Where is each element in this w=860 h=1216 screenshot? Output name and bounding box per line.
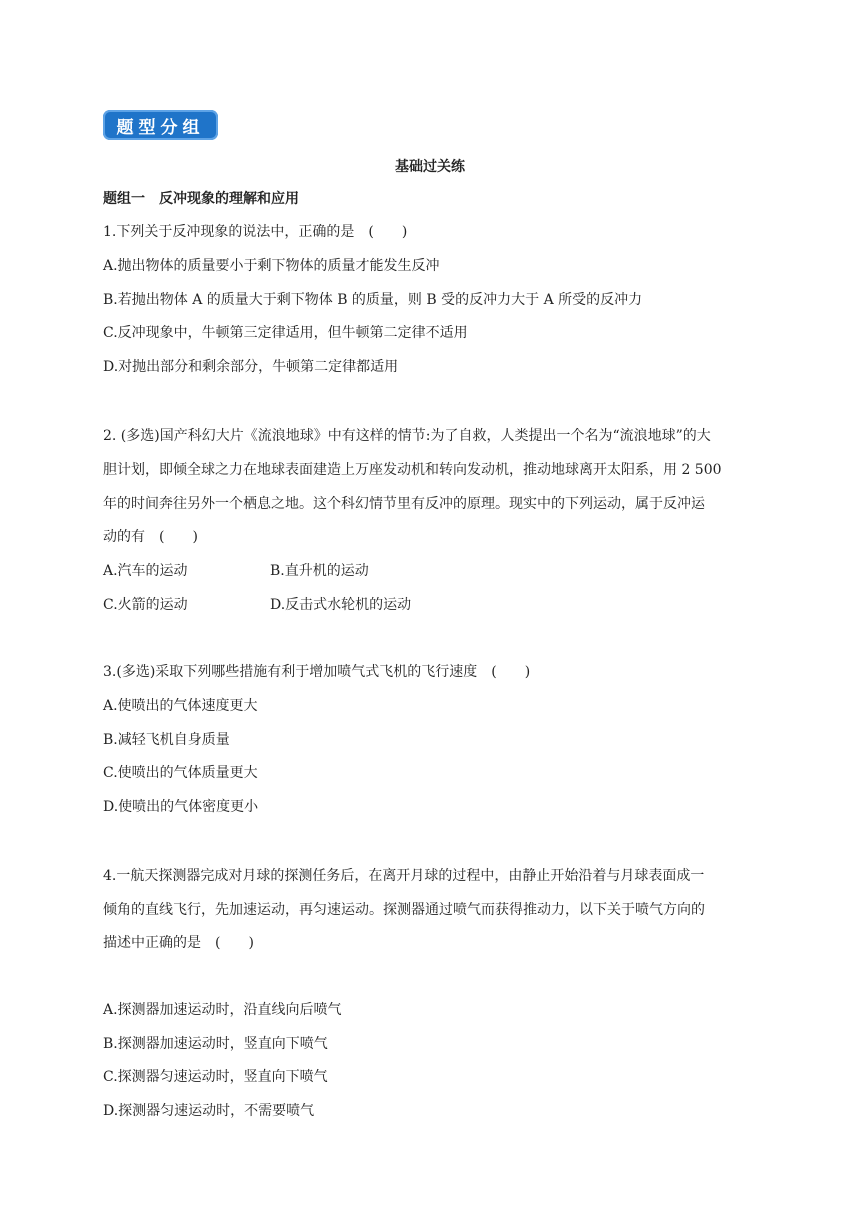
q2-option-a: A.汽车的运动	[103, 563, 188, 579]
q1-option-d: D.对抛出部分和剩余部分，牛顿第二定律都适用	[103, 359, 399, 375]
q4-stem-line3: 描述中正确的是 ( )	[103, 935, 254, 951]
group-heading: 题组一 反冲现象的理解和应用	[103, 191, 299, 207]
q1-option-c: C.反冲现象中，牛顿第三定律适用，但牛顿第二定律不适用	[103, 325, 468, 341]
q4-stem-line1: 4.一航天探测器完成对月球的探测任务后，在离开月球的过程中，由静止开始沿着与月球表面成一	[103, 868, 705, 884]
q1-stem: 1.下列关于反冲现象的说法中，正确的是 ( )	[103, 224, 408, 240]
q2-stem-line1: 2. (多选)国产科幻大片《流浪地球》中有这样的情节:为了自救，人类提出一个名为“流浪地球”的大	[103, 428, 711, 444]
section-tag: 题型分组	[103, 110, 218, 140]
q3-option-b: B.减轻飞机自身质量	[103, 732, 230, 748]
q2-stem-line4: 动的有 ( )	[103, 529, 198, 545]
q4-option-d: D.探测器匀速运动时，不需要喷气	[103, 1103, 315, 1119]
q4-option-b: B.探测器加速运动时，竖直向下喷气	[103, 1036, 328, 1052]
page-title: 基础过关练	[395, 159, 465, 175]
q2-option-d: D.反击式水轮机的运动	[270, 597, 412, 613]
q2-option-b: B.直升机的运动	[270, 563, 369, 579]
q2-stem-line3: 年的时间奔往另外一个栖息之地。这个科幻情节里有反冲的原理。现实中的下列运动，属于反冲运	[103, 496, 705, 512]
q2-stem-line2: 胆计划，即倾全球之力在地球表面建造上万座发动机和转向发动机，推动地球离开太阳系，用 2 500	[103, 462, 722, 478]
q4-option-c: C.探测器匀速运动时，竖直向下喷气	[103, 1069, 328, 1085]
q3-option-a: A.使喷出的气体速度更大	[103, 698, 258, 714]
q3-stem: 3.(多选)采取下列哪些措施有利于增加喷气式飞机的飞行速度 ( )	[103, 664, 531, 680]
q4-option-a: A.探测器加速运动时，沿直线向后喷气	[103, 1002, 342, 1018]
q1-option-b: B.若抛出物体 A 的质量大于剩下物体 B 的质量，则 B 受的反冲力大于 A 所受的反冲力	[103, 292, 643, 308]
q2-option-c: C.火箭的运动	[103, 597, 188, 613]
q3-option-d: D.使喷出的气体密度更小	[103, 799, 259, 815]
q4-stem-line2: 倾角的直线飞行，先加速运动，再匀速运动。探测器通过喷气而获得推动力，以下关于喷气方向的	[103, 902, 705, 918]
q1-option-a: A.抛出物体的质量要小于剩下物体的质量才能发生反冲	[103, 258, 440, 274]
q3-option-c: C.使喷出的气体质量更大	[103, 765, 258, 781]
